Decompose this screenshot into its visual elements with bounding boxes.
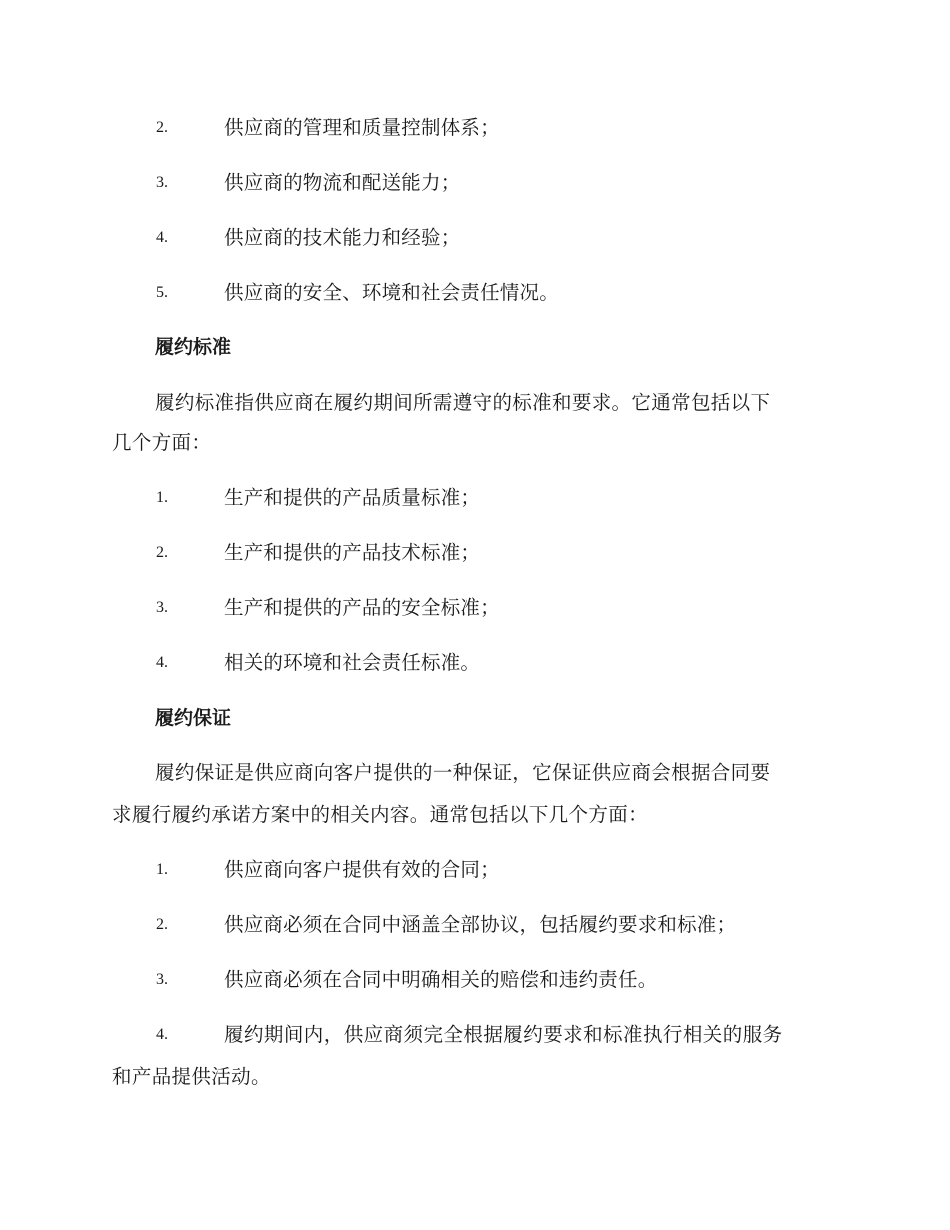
list-item-number: 1. xyxy=(156,861,168,878)
list-item-text: 供应商的物流和配送能力； xyxy=(224,171,461,194)
list-item xyxy=(0,648,950,678)
list-item-number: 2. xyxy=(156,916,168,933)
list-item xyxy=(0,910,950,940)
list-item xyxy=(0,168,950,198)
paragraph-line: 履约标准指供应商在履约期间所需遵守的标准和要求。它通常包括以下 xyxy=(155,391,771,414)
list-item-text: 生产和提供的产品质量标准； xyxy=(224,486,481,509)
list-item xyxy=(0,538,950,568)
list-item-text: 供应商必须在合同中明确相关的赔偿和违约责任。 xyxy=(224,968,658,991)
list-item xyxy=(0,593,950,623)
list-item-number: 5. xyxy=(156,284,168,301)
list-item-text: 生产和提供的产品技术标准； xyxy=(224,541,481,564)
list-item-number: 1. xyxy=(156,489,168,506)
list-item-number: 2. xyxy=(156,544,168,561)
list-item-text: 供应商向客户提供有效的合同； xyxy=(224,858,500,881)
list-item xyxy=(0,278,950,308)
list-item-number: 3. xyxy=(156,971,168,988)
list-item xyxy=(0,855,950,885)
list-item-text: 履约期间内，供应商须完全根据履约要求和标准执行相关的服务 xyxy=(224,1023,783,1046)
section-heading-guarantee: 履约保证 xyxy=(155,707,232,729)
list-item-number: 4. xyxy=(156,1026,168,1043)
list-item xyxy=(0,223,950,253)
section-heading-standards: 履约标准 xyxy=(155,336,232,358)
list-item-text: 供应商必须在合同中涵盖全部协议，包括履约要求和标准； xyxy=(224,913,737,936)
list-item-number: 2. xyxy=(156,119,168,136)
list-item-text: 供应商的管理和质量控制体系； xyxy=(224,116,500,139)
paragraph-line: 几个方面： xyxy=(112,431,212,454)
list-item-text: 生产和提供的产品的安全标准； xyxy=(224,596,500,619)
list-item-text: 供应商的技术能力和经验； xyxy=(224,226,461,249)
list-item-number: 3. xyxy=(156,599,168,616)
list-item-text: 相关的环境和社会责任标准。 xyxy=(224,651,481,674)
list-item xyxy=(0,965,950,995)
list-item-number: 4. xyxy=(156,229,168,246)
list-item xyxy=(0,483,950,513)
list-item-number: 3. xyxy=(156,174,168,191)
paragraph-line: 求履行履约承诺方案中的相关内容。通常包括以下几个方面： xyxy=(112,803,648,826)
paragraph-line: 履约保证是供应商向客户提供的一种保证，它保证供应商会根据合同要 xyxy=(155,761,771,784)
list-item-number: 4. xyxy=(156,654,168,671)
list-item-continuation: 和产品提供活动。 xyxy=(112,1065,271,1088)
list-item xyxy=(0,1020,950,1050)
list-item xyxy=(0,113,950,143)
list-item-text: 供应商的安全、环境和社会责任情况。 xyxy=(224,281,559,304)
